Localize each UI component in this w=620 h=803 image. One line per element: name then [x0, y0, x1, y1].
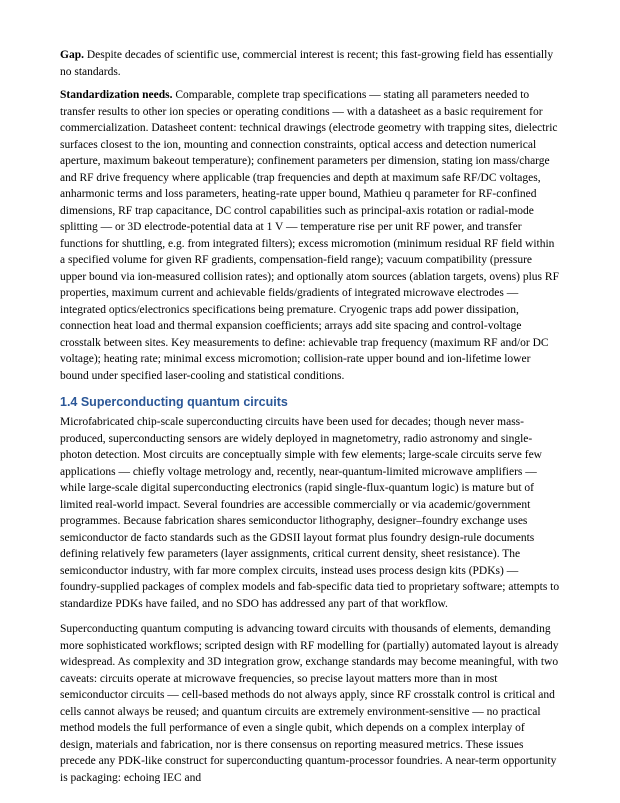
gap-text: Despite decades of scientific use, commercial interest is recent; this fast-growing field has essentially no standards.: [60, 49, 554, 78]
standardization-paragraph: [60, 87, 560, 384]
section-paragraph-2: Superconducting quantum computing is advancing toward circuits with thousands of elements, demanding more sophisticated workflows; scripted design with RF modelling for (partially) automated layout is already widespread. As complexity and 3D integration grow, exchange standards may become meaningful, with two caveats: circuits operate at microwave frequencies, so precise layout matters more than in most semiconductor circuits — cell-based methods do not always apply, since RF crosstalk control is critical and cells cannot always be reused; and quantum circuits are extremely environment-sensitive — no practical method models the full performance of even a single qubit, which depends on a complex interplay of design, materials and fabrication, nor is there consensus on reporting measured metrics. These issues precede any PDK-like construct for superconducting quantum-processor foundries. A near-term opportunity is packaging: echoing IEC and: [60, 623, 559, 784]
gap-paragraph: [60, 47, 560, 80]
standardization-label: Standardization needs.: [60, 89, 173, 101]
gap-label: Gap.: [60, 49, 84, 61]
section-paragraph-1: Microfabricated chip-scale superconducting circuits have been used for decades; though never mass-produced, superconducting sensors are widely deployed in magnetometry, radio astronomy and single-photon detection. Most circuits are conceptually simple with few elements; large-scale circuits serve few applications — chiefly voltage metrology and, recently, near-quantum-limited microwave amplifiers — while large-scale digital superconducting electronics (rapid single-flux-quantum logic) is mature but of limited real-world impact. Several foundries are accessible commercially or via academic/government programmes. Because fabrication shares semiconductor lithography, designer–foundry exchange uses semiconductor de facto standards such as the GDSII layout format plus foundry design-rule documents defining relatively few parameters (layer assignments, critical current density, sheet resistance). The semiconductor industry, with far more complex circuits, instead uses process design kits (PDKs) — foundry-supplied packages of complex models and fab-specific data tied to proprietary software; attempts to standardize PDKs have failed, and no SDO has addressed any part of that workflow.: [60, 416, 560, 610]
standardization-text: Comparable, complete trap specifications — stating all parameters needed to transfer results to other ion species or operating conditions — with a datasheet as a basic requirement for commercialization. Datasheet content: technical drawings (electrode geometry with trapping sites, dielectric surfaces closest to the ion, mounting and connection constraints, optical access and detection numerical aperture, maximum bakeout temperature); confinement parameters per dimension, stating ion mass/charge and RF drive frequency where applicable (trap frequencies and depth at maximum safe RF/DC voltages, anharmonic terms and loss parameters, heating-rate upper bound, Mathieu q parameter for RF-confined dimensions, RF trap capacitance, DC control capabilities such as principal-axis rotation or radial-mode splitting — or 3D electrode-potential data at 1 V — temperature rise per unit RF power, and transfer functions for shuttling, e.g. from integrated filters); excess micromotion (minimum residual RF field within a specified volume for given RF gradients, compensation-field range); vacuum compatibility (pressure upper bound via ion-measured collision rates); and optionally atom sources (ablation targets, ovens) plus RF properties, maximum current and achievable fields/gradients of integrated microwave electrodes — integrated optics/electronics specifications being premature. Cryogenic traps add power dissipation, connection heat load and thermal expansion coefficients; arrays add site spacing and control-voltage crosstalk between sites. Key measurements to define: achievable trap frequency (maximum RF and/or DC voltage); heating rate; minimal excess micromotion; collision-rate upper bound and ion-lifetime lower bound under specified laser-cooling and statistical conditions.: [60, 89, 559, 382]
section-heading: 1.4 Superconducting quantum circuits: [60, 395, 288, 409]
